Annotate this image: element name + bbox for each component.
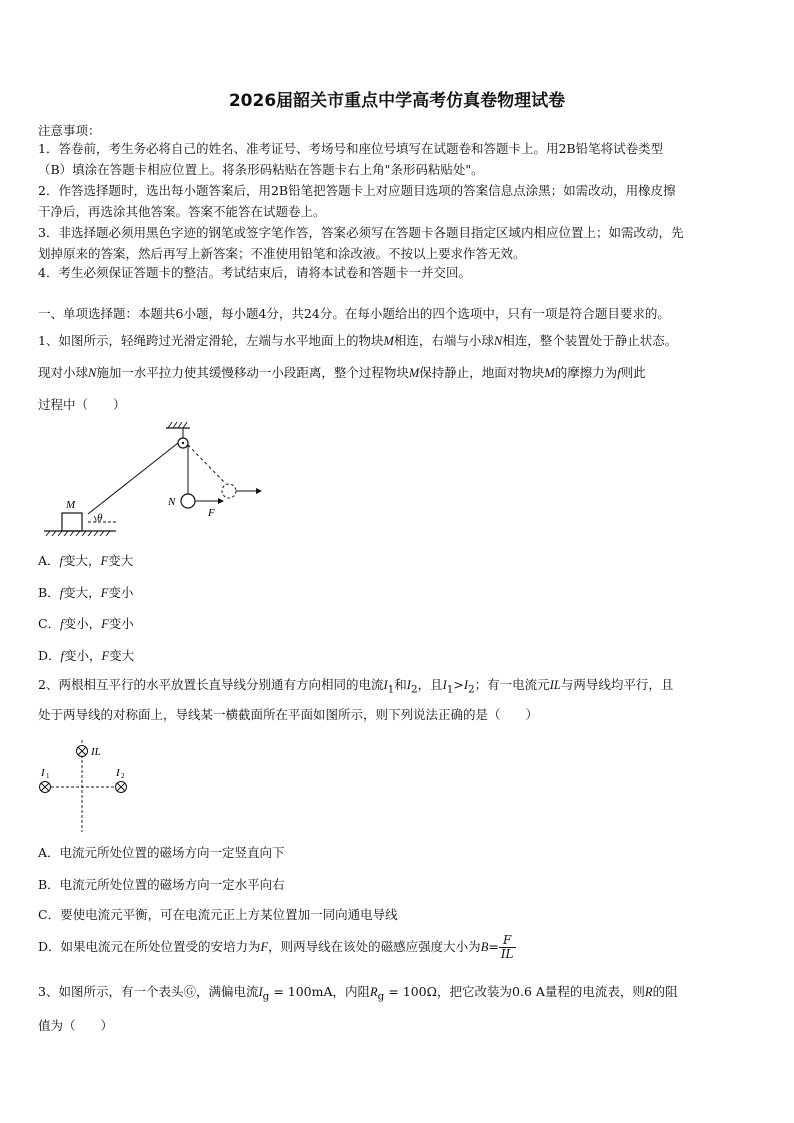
notice-line-2: （B）填涂在答题卡相应位置上。将条形码粘贴在答题卡右上角"条形码粘贴处"。 <box>38 162 484 177</box>
q3-text: 3、如图所示，有一个表头 <box>38 984 184 999</box>
notice-line-1: 1．答卷前，考生务必将自己的姓名、准考证号、考场号和座位号填写在试题卷和答题卡上。用2B铅笔将试卷类型 <box>38 141 664 156</box>
galvanometer-icon: Ⓖ <box>183 984 196 999</box>
option-text: 变大， <box>63 585 101 600</box>
q1-text: 相连，整个装置处于静止状态。 <box>502 333 678 348</box>
q3-text: ，内阻 <box>332 984 371 999</box>
q3-value: 0.6 A <box>512 984 545 999</box>
q2-text: ；有一电流元 <box>474 677 550 692</box>
var-M: M <box>383 334 394 348</box>
section-heading: 一、单项选择题：本题共6小题，每小题4分，共24分。在每小题给出的四个选项中，只有一项是符合题目要求的。 <box>38 306 670 321</box>
q3-text: 的阻 <box>652 984 678 999</box>
q1-text: 1、如图所示，轻绳跨过光滑定滑轮，左端与水平地面上的物块 <box>38 333 384 348</box>
block-M-icon <box>62 513 82 531</box>
q2-wires-figure <box>34 738 144 834</box>
label-I2: I <box>116 767 120 779</box>
var-I1: I <box>442 678 447 692</box>
q3-value: = 100mA <box>269 984 333 999</box>
q1-text: 施加一水平拉力使其缓慢移动一小段距离，整个过程物块 <box>96 365 409 380</box>
notice-line-5: 3．非选择题必须用黑色字迹的钢笔或签字笔作答，答案必须写在答题卡各题目指定区域内相应位置上；如需改动，先 <box>38 225 684 240</box>
option-text: = <box>488 939 499 954</box>
q1-option-a[interactable] <box>38 551 133 569</box>
var-f: f <box>617 366 621 380</box>
q2-option-c[interactable]: C．要使电流元平衡，可在电流元正上方某位置加一同向通电导线 <box>38 907 398 922</box>
q3-text: ，把它改装为 <box>437 984 513 999</box>
ball-new-position-icon <box>222 484 236 498</box>
q2-text: > <box>453 677 464 692</box>
page-title: 2026届韶关市重点中学高考仿真卷物理试卷 <box>228 91 566 111</box>
notice-heading: 注意事项： <box>38 123 101 138</box>
notice-line-3: 2．作答选择题时，选出每小题答案后，用2B铅笔把答题卡上对应题目选项的答案信息点涂黑；如需改动，用橡皮擦 <box>38 183 676 198</box>
subscript: g <box>262 990 270 1003</box>
q2-text: 2、两根相互平行的水平放置长直导线分别通有方向相同的电流 <box>38 677 384 692</box>
var-f: f <box>60 617 64 631</box>
q1-text: 相连，右端与小球 <box>393 333 494 348</box>
option-letter: A． <box>38 553 60 568</box>
fraction-denominator: IL <box>500 947 514 961</box>
option-text: 变大 <box>108 553 134 568</box>
q1-text: 的摩擦力为 <box>554 365 618 380</box>
var-F: F <box>100 586 109 600</box>
q1-line-1 <box>38 333 758 349</box>
var-F: F <box>101 617 109 631</box>
q3-value: = 100Ω <box>384 984 437 999</box>
option-text: 变小 <box>108 616 134 631</box>
q1-pulley-figure <box>38 418 278 536</box>
q1-line-2 <box>38 365 758 381</box>
label-I2-sub: 2 <box>121 772 125 780</box>
label-I1: I <box>41 767 45 779</box>
label-N: N <box>168 496 176 508</box>
option-letter: C． <box>38 616 61 631</box>
subscript: g <box>377 990 385 1003</box>
q3-text: 量程的电流表，则 <box>544 984 645 999</box>
var-N: N <box>88 366 97 380</box>
var-M: M <box>544 366 555 380</box>
var-I2: I <box>406 678 411 692</box>
option-text: 变小， <box>64 648 102 663</box>
notice-line-7: 4．考生必须保证答题卡的整洁。考试结束后，请将本试卷和答题卡一并交回。 <box>38 265 471 280</box>
var-I2: I <box>463 678 469 692</box>
label-F: F <box>208 507 215 519</box>
q1-text: 保持静止，地面对物块 <box>419 365 545 380</box>
q2-line-1 <box>38 677 758 698</box>
q2-line-2: 处于两导线的对称面上，导线某一横截面所在平面如图所示，则下列说法正确的是（ ） <box>38 707 539 722</box>
var-N: N <box>493 334 503 348</box>
current-element-into-page-icon <box>77 746 88 757</box>
wire-I1-into-page-icon <box>40 782 51 793</box>
subscript: 2 <box>468 683 475 696</box>
var-F: F <box>101 649 110 663</box>
var-B: B <box>480 940 489 954</box>
label-theta: θ <box>97 512 103 524</box>
notice-line-4: 干净后，再选涂其他答案。答案不能答在试题卷上。 <box>38 204 326 219</box>
var-IL: IL <box>549 678 561 692</box>
notice-line-6: 划掉原来的答案，然后再写上新答案；不准使用铅笔和涂改液。不按以上要求作答无效。 <box>38 246 526 261</box>
wire-I2-into-page-icon <box>116 782 127 793</box>
q3-text: ，满偏电流 <box>195 984 259 999</box>
var-I1: I <box>383 678 388 692</box>
option-text: 变大 <box>109 648 135 663</box>
option-text: D．如果电流元在所处位置受的安培力为 <box>38 939 261 954</box>
fraction-F-over-IL <box>499 934 516 961</box>
subscript: 1 <box>387 683 395 696</box>
var-f: f <box>60 649 65 663</box>
fraction-numerator: F <box>499 934 516 948</box>
option-letter: D． <box>38 648 61 663</box>
q3-line-1 <box>38 984 758 1005</box>
ball-N-icon <box>181 494 195 508</box>
option-text: 变小， <box>63 616 102 631</box>
q3-line-2: 值为（ ） <box>38 1018 114 1033</box>
var-M: M <box>408 366 420 380</box>
option-letter: B． <box>38 585 60 600</box>
var-f: f <box>59 586 64 600</box>
var-F: F <box>260 940 269 954</box>
subscript: 2 <box>410 683 418 696</box>
q1-option-b[interactable] <box>38 583 133 601</box>
option-text: 变大， <box>63 553 101 568</box>
var-F: F <box>100 554 109 568</box>
q1-text: 则此 <box>620 365 646 380</box>
label-I1-sub: 1 <box>46 772 50 780</box>
var-Rg: R <box>370 985 378 999</box>
var-f: f <box>59 554 64 568</box>
option-text: 变小 <box>108 585 134 600</box>
q2-text: 与两导线均平行，且 <box>560 677 674 692</box>
var-Ig: I <box>258 985 263 999</box>
var-R: R <box>644 985 653 999</box>
q1-line-3: 过程中（ ） <box>38 397 126 412</box>
label-M: M <box>66 499 76 511</box>
q1-text: 现对小球 <box>38 365 89 380</box>
label-IL: IL <box>91 746 101 758</box>
q2-option-b[interactable]: B．电流元所处位置的磁场方向一定水平向右 <box>38 877 285 892</box>
q2-text: 和 <box>394 677 407 692</box>
q1-option-c[interactable] <box>38 614 134 632</box>
subscript: 1 <box>446 683 454 696</box>
q2-option-d[interactable] <box>38 934 516 961</box>
q1-option-d[interactable] <box>38 646 134 664</box>
q2-option-a[interactable]: A．电流元所处位置的磁场方向一定竖直向下 <box>38 845 285 860</box>
option-text: ，则两导线在该处的磁感应强度大小为 <box>268 939 481 954</box>
q2-text: ，且 <box>417 677 443 692</box>
